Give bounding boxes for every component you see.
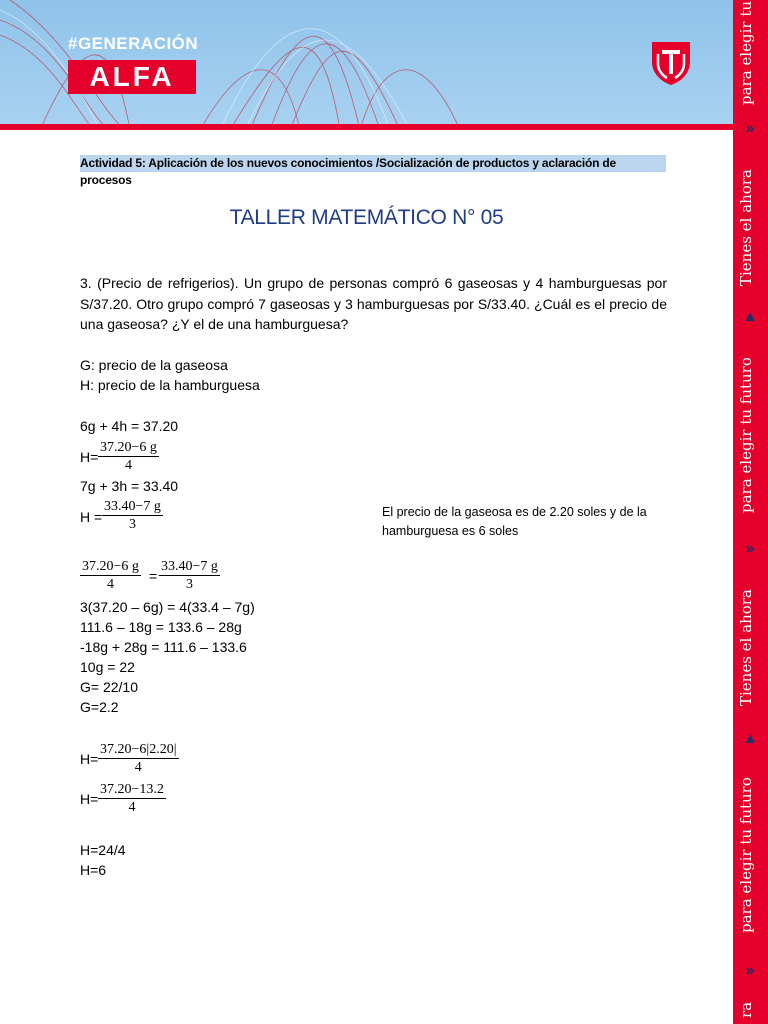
shield-logo-icon bbox=[650, 40, 692, 86]
fraction-numerator: 37.20−6 g bbox=[100, 440, 157, 455]
page-title: TALLER MATEMÁTICO N° 05 bbox=[229, 206, 504, 229]
double-chevron-icon: » bbox=[745, 120, 755, 137]
step-line: G=2.2 bbox=[80, 699, 119, 715]
step-line: 10g = 22 bbox=[80, 659, 135, 675]
brand-logo: ALFA bbox=[68, 60, 196, 94]
arrow-up-icon: ▲ bbox=[742, 730, 758, 747]
double-chevron-icon: » bbox=[745, 962, 755, 979]
sidebar-slogan: para elegir tu futuro bbox=[737, 357, 755, 513]
double-chevron-icon: » bbox=[745, 540, 755, 557]
step-line: 111.6 – 18g = 133.6 – 28g bbox=[80, 619, 242, 635]
fraction-h1 bbox=[98, 439, 159, 474]
definition-g: G: precio de la gaseosa bbox=[80, 357, 228, 373]
h-label: H= bbox=[80, 751, 99, 767]
fraction-denominator: 4 bbox=[128, 800, 136, 815]
sidebar-fragment-top: para elegir tu bbox=[737, 0, 755, 105]
fraction-denominator: 3 bbox=[128, 517, 136, 532]
fraction-h3 bbox=[98, 741, 179, 776]
fraction-h4 bbox=[98, 781, 166, 816]
equation-2: 7g + 3h = 33.40 bbox=[80, 478, 179, 494]
fraction-numerator: 33.40−7 g bbox=[161, 559, 218, 574]
fraction-denominator: 4 bbox=[134, 760, 142, 775]
fraction-equality-right bbox=[159, 558, 220, 593]
fraction-numerator: 37.20−6 g bbox=[82, 559, 139, 574]
final-line: H=6 bbox=[80, 862, 107, 878]
fraction-numerator: 37.20−13.2 bbox=[100, 782, 164, 797]
step-line: G= 22/10 bbox=[80, 679, 138, 695]
fraction-denominator: 4 bbox=[106, 577, 114, 592]
fraction-denominator: 3 bbox=[185, 577, 193, 592]
problem-statement: 3. (Precio de refrigerios). Un grupo de personas compró 6 gaseosas y 4 hamburguesas por S/37.20. Otro grupo compró 7 gaseosas y 3 hamburguesas por S/33.40. ¿Cuál es el precio de una gaseosa? ¿Y el de una hamburguesa? bbox=[80, 275, 667, 332]
answer-text: El precio de la gaseosa es de 2.20 soles y de la hamburguesa es 6 soles bbox=[382, 505, 647, 538]
sidebar-fragment-bottom: ra bbox=[737, 1001, 755, 1018]
h-label: H= bbox=[80, 449, 99, 465]
step-line: 3(37.20 – 6g) = 4(33.4 – 7g) bbox=[80, 599, 255, 615]
fraction-numerator: 33.40−7 g bbox=[104, 499, 161, 514]
fraction-numerator: 37.20−6|2.20| bbox=[100, 742, 177, 757]
definition-h: H: precio de la hamburguesa bbox=[80, 377, 260, 393]
equation-1: 6g + 4h = 37.20 bbox=[80, 418, 179, 434]
final-line: H=24/4 bbox=[80, 842, 126, 858]
sidebar-slogan: para elegir tu futuro bbox=[737, 777, 755, 933]
equals-sign: = bbox=[149, 568, 158, 584]
fraction-h2 bbox=[102, 498, 163, 533]
arrow-up-icon: ▲ bbox=[742, 308, 758, 325]
sidebar-slogan: Tienes el ahora bbox=[737, 589, 755, 706]
activity-heading: Actividad 5: Aplicación de los nuevos conocimientos /Socialización de productos y aclaración de procesos bbox=[80, 155, 666, 172]
header-banner bbox=[0, 0, 733, 130]
step-line: -18g + 28g = 111.6 – 133.6 bbox=[80, 639, 247, 655]
fraction-denominator: 4 bbox=[124, 458, 132, 473]
hashtag-text: #GENERACIÓN bbox=[68, 34, 199, 53]
right-sidebar bbox=[733, 0, 768, 1024]
h-label: H= bbox=[80, 791, 99, 807]
header-red-band bbox=[0, 124, 733, 130]
sidebar-slogan: Tienes el ahora bbox=[737, 169, 755, 286]
h-label: H = bbox=[80, 509, 103, 525]
fraction-equality-left bbox=[80, 558, 141, 593]
